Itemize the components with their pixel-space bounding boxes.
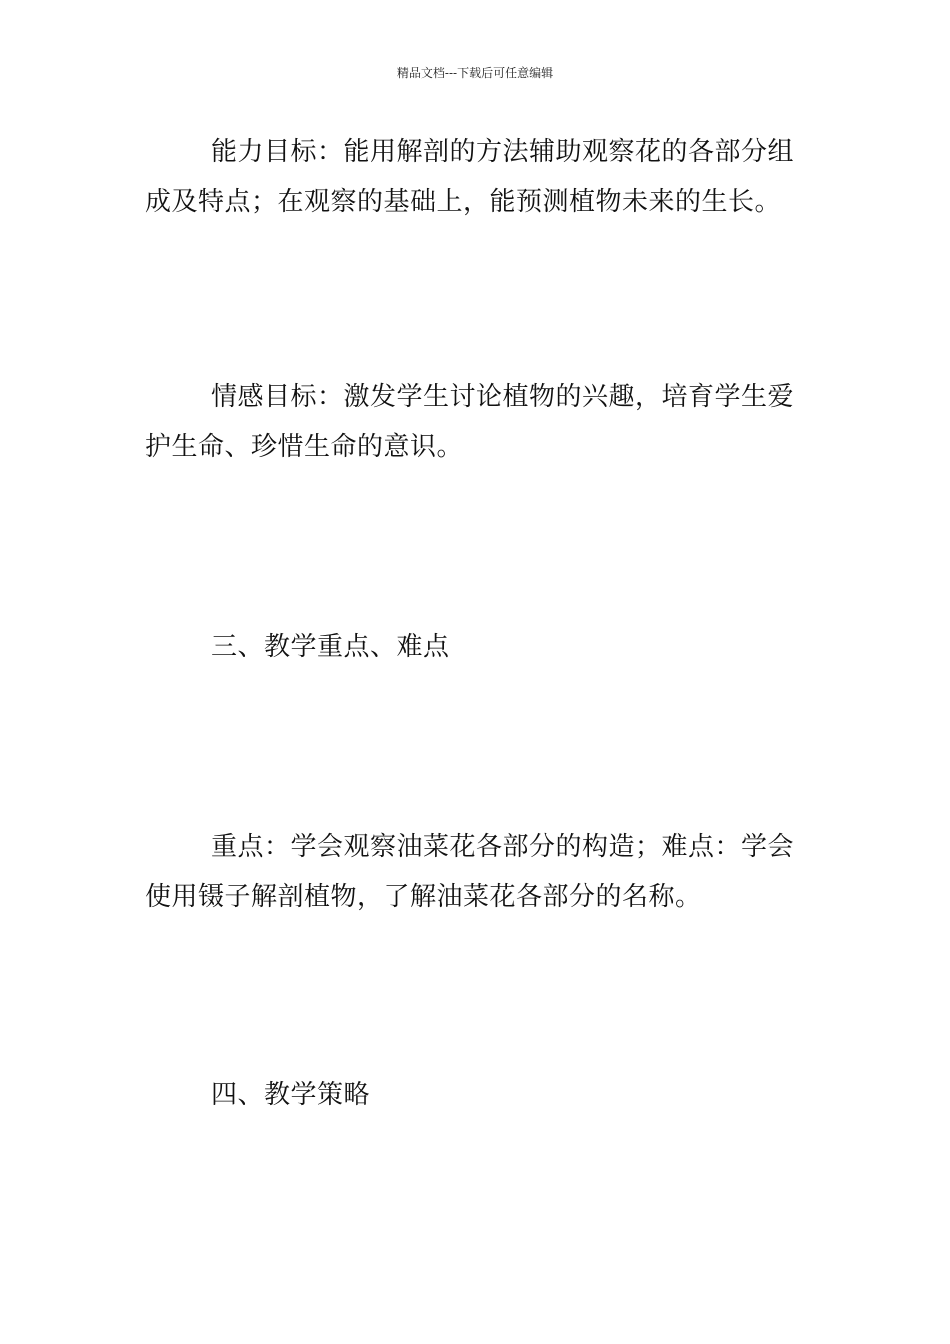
emotion-goal-paragraph: 情感目标：激发学生讨论植物的兴趣，培育学生爱护生命、珍惜生命的意识。 (145, 382, 795, 462)
section-heading-teaching-strategy: 四、教学策略 (211, 1080, 371, 1110)
section-heading-key-points: 三、教学重点、难点 (211, 632, 450, 662)
key-and-difficult-points-paragraph: 重点：学会观察油菜花各部分的构造；难点：学会使用镊子解剖植物，了解油菜花各部分的名称。 (145, 832, 795, 912)
page-header: 精品文档---下载后可任意编辑 (396, 66, 554, 80)
ability-goal-paragraph: 能力目标：能用解剖的方法辅助观察花的各部分组成及特点；在观察的基础上，能预测植物未来的生长。 (145, 137, 795, 217)
